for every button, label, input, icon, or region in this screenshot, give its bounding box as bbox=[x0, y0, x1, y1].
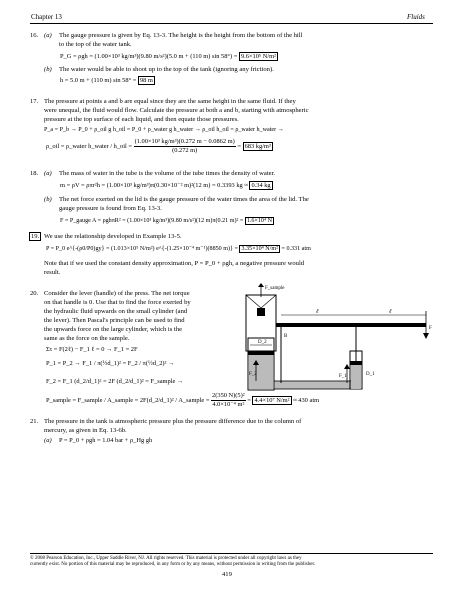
problem-20-denominator: 4.0×10⁻⁴ m² bbox=[212, 401, 245, 408]
problem-18b-equation-text: F = P_gauge A = ρghπR² = (1.00×10³ kg/m³)(9.80 m/s²)(12 m)π(0.21 m)² = bbox=[60, 218, 244, 224]
problem-20-equation-4: P_sample = F_sample / A_sample = 2F(d_2/d_1)² / A_sample = $\frac{\text{2(350 N)(5)²}}{\text{4.0×10⁻⁴ m²}}$ = 4.4×10⁷ N/m² ≈ 430 atm bbox=[46, 392, 320, 408]
problem-18a-equation-text: m = ρV = ρπr²h = (1.00×10³ kg/m³)π(0.30×10⁻² m)²(12 m) = 0.3393 kg ≈ bbox=[60, 182, 248, 189]
problem-18b-text-1: The net force exerted on the lid is the gauge pressure of the water times the area of the lid. The bbox=[59, 196, 309, 203]
problem-21a-equation: P = P_0 + ρgh = 1.04 bar + ρ_Hg gh bbox=[59, 437, 153, 444]
problem-16-number: 16. bbox=[30, 32, 39, 39]
problem-17-text-1: The pressure at points a and b are equal since they are the same height in the same fluid. If they bbox=[44, 98, 296, 105]
ell-label-1: ℓ bbox=[316, 309, 319, 315]
pivot-b-label: B bbox=[284, 334, 288, 339]
problem-20-equation-2: P_1 = P_2 → F_1 / π(½d_1)² = F_2 / π(½d_2)² → bbox=[46, 360, 175, 367]
problem-16a-text-1: The gauge pressure is given by Eq. 13-3. The height is the height from the bottom of the hill bbox=[59, 32, 303, 39]
problem-19-number bbox=[29, 233, 41, 241]
d2-label: D_2 bbox=[258, 340, 267, 345]
problem-20-text-4: the lever). Then Pascal's principle can be used to find bbox=[44, 317, 185, 324]
problem-18b-answer: 1.6×10⁴ N bbox=[246, 218, 273, 224]
d1-label: D_1 bbox=[366, 372, 375, 377]
problem-18a-text: The mass of water in the tube is the volume of the tube times the density of water. bbox=[59, 170, 276, 177]
problem-16a-answer: 9.6×10⁵ N/m² bbox=[240, 53, 277, 60]
problem-16a-label: (a) bbox=[44, 32, 52, 39]
page-number: 419 bbox=[222, 571, 232, 578]
connecting-pipe bbox=[274, 381, 356, 389]
problem-18-number: 18. bbox=[30, 170, 39, 177]
f1-label: F_1 bbox=[339, 374, 347, 379]
problem-16a-text-2: to the top of the water tank. bbox=[59, 41, 132, 48]
f-arrowhead bbox=[423, 333, 429, 339]
sample-block bbox=[257, 308, 265, 316]
problem-16b-label: (b) bbox=[44, 66, 52, 73]
problem-16a-equation-text: P_G = ρgh = (1.00×10³ kg/m³)(9.80 m/s²)(5.0 m + (110 m) sin 58°) = bbox=[60, 53, 238, 60]
problem-17-equation-2: ρ_oil = ρ_water h_water / h_oil = $\frac{\text{(1.00×10³ kg/m³)(0.272 m − 0.0862 m)}}{(0.272 m)}$ = 683 kg/m³ bbox=[46, 138, 271, 154]
f-sample-arrowhead bbox=[258, 283, 264, 287]
problem-19-text: We use the relationship developed in Example 13-5. bbox=[44, 233, 182, 240]
f-label: F bbox=[429, 326, 432, 331]
problem-19-equation bbox=[46, 245, 311, 253]
footer-rule bbox=[30, 553, 433, 554]
problem-20-answer-tail: ≈ 430 atm bbox=[293, 396, 320, 404]
lever-handle bbox=[276, 323, 426, 327]
problem-17-denominator: (0.272 m) bbox=[172, 147, 198, 154]
problem-18a-label: (a) bbox=[44, 170, 52, 177]
ell-label-2: ℓ bbox=[389, 309, 392, 315]
problem-17-numerator: (1.00×10³ kg/m³)(0.272 m − 0.0862 m) bbox=[134, 138, 235, 145]
problem-20-text-2: on that handle is 0. Use that to find the force exerted by bbox=[44, 299, 191, 306]
problem-20-equation-4-lhs: P_sample = F_sample / A_sample = 2F(d_2/d_1)² / A_sample = bbox=[46, 396, 210, 404]
press-frame-brace-left bbox=[246, 295, 261, 308]
problem-16b-text: The water would be able to shoot up to the top of the tank (ignoring any friction). bbox=[59, 66, 274, 73]
problem-17-equation-2-lhs: ρ_oil = ρ_water h_water / h_oil = bbox=[46, 142, 132, 150]
problem-17-text-2: were unequal, the fluid would flow. Calculate the pressure at both a and b, starting with atmospheric bbox=[44, 107, 309, 114]
subject-label: Fluids bbox=[407, 13, 425, 21]
problem-20-text-5: the upwards force on the large cylinder, which is the bbox=[44, 326, 183, 333]
problem-19-number-box: 19. bbox=[31, 233, 40, 240]
problem-16a-equation bbox=[60, 53, 278, 61]
large-piston bbox=[248, 351, 274, 355]
copyright-line-1: © 2008 Pearson Education, Inc., Upper Saddle River, NJ. All rights reserved. This material is protected under all copyright laws as they bbox=[30, 556, 302, 561]
problem-16b-equation bbox=[60, 77, 155, 85]
hydraulic-press-diagram bbox=[236, 283, 436, 413]
problem-20-text-6: same as the force on the sample. bbox=[44, 335, 130, 342]
problem-19-answer-tail: = 0.331 atm bbox=[281, 246, 311, 252]
problem-16b-equation-text: h = 5.0 m + (110 m) sin 58° = bbox=[60, 77, 137, 84]
problem-19-note-1: Note that if we used the constant density approximation, P = P_0 + ρgh, a negative pressure would bbox=[44, 260, 305, 267]
chapter-label: Chapter 13 bbox=[31, 13, 62, 21]
problem-20-number: 20. bbox=[30, 290, 39, 297]
small-piston bbox=[350, 361, 362, 365]
press-frame-brace-right bbox=[261, 295, 276, 308]
problem-19-answer: 3.35×10⁴ N/m² bbox=[241, 246, 278, 252]
f1-arrowhead bbox=[344, 364, 350, 369]
small-cylinder-fluid bbox=[351, 365, 361, 389]
problem-21-number: 21. bbox=[30, 418, 39, 425]
problem-18b-label: (b) bbox=[44, 196, 52, 203]
problem-20-text-1: Consider the lever (handle) of the press. The net torque bbox=[44, 290, 190, 297]
problem-20-answer: 4.4×10⁷ N/m² bbox=[254, 396, 290, 404]
problem-20-text-3: the hydraulic fluid upwards on the small cylinder (and bbox=[44, 308, 188, 315]
problem-18a-equation bbox=[60, 182, 273, 190]
copyright-line-2: currently exist. No portion of this material may be reproduced, in any form or by any means, without permission in writing from the publisher. bbox=[30, 562, 316, 567]
problem-18b-text-2: gauge pressure is found from Eq. 13-3. bbox=[59, 205, 162, 212]
problem-19-equation-text: P = P_0 e^{-(ρ0/P0)gy} = (1.013×10⁵ N/m²) e^{-(1.25×10⁻⁴ m⁻¹)(8850 m)} = bbox=[46, 246, 238, 252]
problem-21-text-1: The pressure in the tank is atmospheric pressure plus the pressure difference due to the column of bbox=[44, 418, 302, 425]
problem-21a-label: (a) bbox=[44, 437, 52, 444]
problem-17-fraction bbox=[134, 138, 236, 155]
problem-17-text-3: pressure at the top surface of each liquid, and then equate those pressures. bbox=[44, 116, 239, 123]
problem-16b-answer: 98 m bbox=[139, 77, 153, 84]
problem-20-numerator: 2(350 N)(5)² bbox=[212, 392, 245, 399]
f2-label: F_2 bbox=[249, 372, 257, 377]
copyright-notice bbox=[30, 556, 433, 568]
problem-17-answer: 683 kg/m³ bbox=[244, 142, 271, 150]
header-rule bbox=[30, 23, 433, 24]
problem-19-note-2: result. bbox=[44, 269, 61, 276]
problem-17-equation-1: P_a = P_b → P_0 + ρ_oil g h_oil = P_0 + ρ_water g h_water → ρ_oil h_oil = ρ_water h_water → bbox=[44, 127, 284, 133]
problem-17-number: 17. bbox=[30, 98, 39, 105]
problem-20-equation-1: Στ = F(2ℓ) − F_1 ℓ = 0 → F_1 = 2F bbox=[46, 346, 138, 353]
f-sample-label: F_sample bbox=[265, 286, 285, 291]
problem-20-equation-3: F_2 = F_1 (d_2/d_1)² = 2F (d_2/d_1)² = F_sample → bbox=[46, 378, 184, 385]
problem-18a-answer: 0.34 kg bbox=[251, 182, 271, 189]
problem-21-text-2: mercury, as given in Eq. 13-6b. bbox=[44, 427, 127, 434]
problem-18b-equation bbox=[60, 217, 274, 225]
